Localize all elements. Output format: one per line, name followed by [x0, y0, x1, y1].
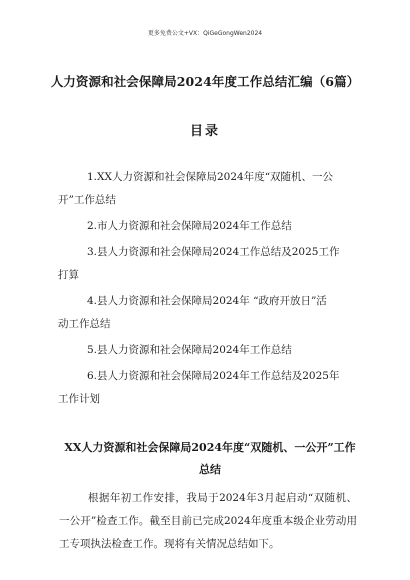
- toc-item: [58, 365, 357, 414]
- toc-item: [87, 215, 357, 241]
- toc-item-line: 6.县人力资源和社会保障局2024年工作总结及2025年: [87, 370, 340, 382]
- section-title: XX人力资源和社会保障局2024年度“双随机、一公开”工作总结: [64, 441, 356, 476]
- toc-item-line: 1.XX人力资源和社会保障局2024年度“双随机、一公: [87, 171, 334, 183]
- toc-item: [87, 339, 357, 365]
- table-of-contents: [58, 166, 357, 414]
- toc-item: [58, 290, 357, 339]
- toc-item-line: 4.县人力资源和社会保障局2024年 “政府开放日”活: [87, 295, 327, 307]
- toc-item: [58, 241, 357, 290]
- toc-item-continuation: 动工作总结: [58, 318, 111, 330]
- toc-item-continuation: 打算: [58, 269, 79, 281]
- toc-item-line: 2.市人力资源和社会保障局2024年工作总结: [87, 220, 292, 232]
- toc-item-line: 3.县人力资源和社会保障局2024工作总结及2025工作: [87, 246, 340, 258]
- toc-item: [58, 166, 357, 215]
- body-paragraph: 根据年初工作安排，我局于2024年3月起启动“双随机、一公开”检查工作。截至目前已完成2024年度重本级企业劳动用工专项执法检查工作。现将有关情况总结如下。: [59, 492, 357, 550]
- toc-item-continuation: 开”工作总结: [58, 194, 116, 206]
- document-title: 人力资源和社会保障局2024年度工作总结汇编（6篇）: [50, 74, 360, 89]
- toc-heading: 目录: [189, 124, 220, 139]
- header-note: 更多免费公文+VX：QiGeGongWen2024: [147, 30, 263, 37]
- toc-item-continuation: 工作计划: [58, 393, 100, 405]
- toc-item-line: 5.县人力资源和社会保障局2024年工作总结: [87, 344, 292, 356]
